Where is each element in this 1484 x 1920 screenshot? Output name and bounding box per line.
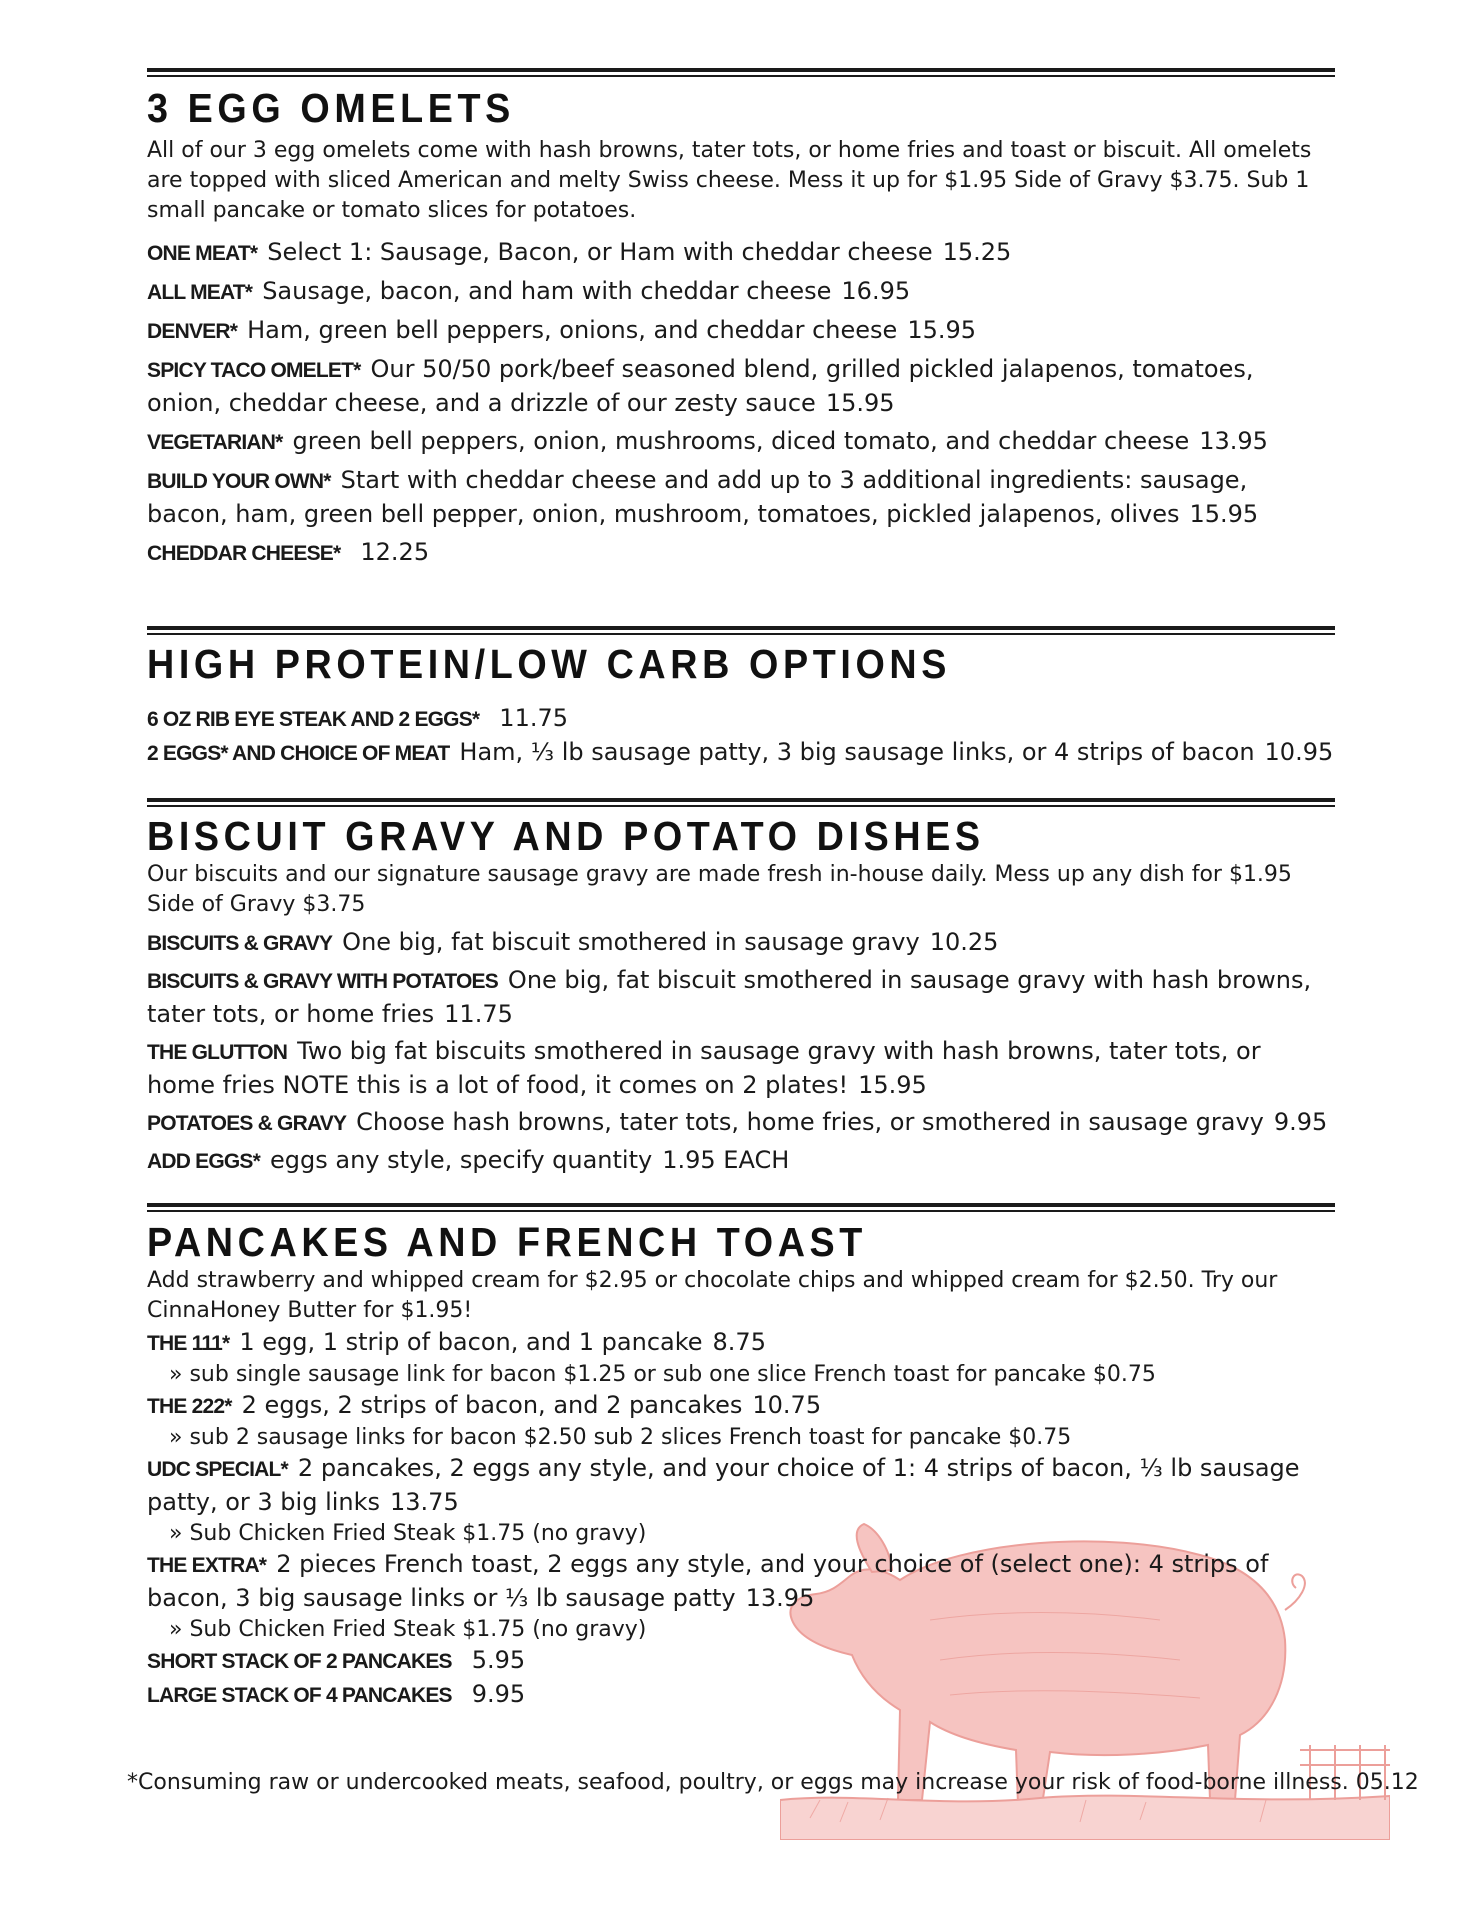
item-name: SPICY TACO OMELET* xyxy=(147,359,361,382)
item-name: DENVER* xyxy=(147,320,238,343)
item-description: Our 50/50 pork/beef seasoned blend, grilled pickled jalapenos, tomatoes, onion, cheddar cheese, and a drizzle of our zesty sauce xyxy=(147,355,1254,417)
menu-item xyxy=(147,1326,1335,1360)
item-description: One big, fat biscuit smothered in sausage gravy xyxy=(342,928,920,956)
item-description: Start with cheddar cheese and add up to 3 additional ingredients: sausage, bacon, ham, green bell pepper, onion, mushroom, tomatoes, pickled jalapenos, olives xyxy=(147,466,1248,528)
item-name: THE GLUTTON xyxy=(147,1041,288,1064)
item-price: 9.95 xyxy=(1273,1108,1328,1136)
item-list xyxy=(147,1326,1335,1712)
item-substitution: » sub 2 sausage links for bacon $2.50 sub 2 slices French toast for pancake $0.75 xyxy=(169,1425,1072,1450)
item-price: 13.75 xyxy=(390,1488,459,1516)
item-price: 5.95 xyxy=(471,1646,526,1674)
item-name: ALL MEAT* xyxy=(147,281,253,304)
item-substitution: » Sub Chicken Fried Steak $1.75 (no gravy) xyxy=(169,1521,647,1546)
omelets-section xyxy=(147,84,1335,575)
menu-item xyxy=(147,1144,1335,1178)
menu-item xyxy=(147,464,1335,531)
item-price: 15.95 xyxy=(825,389,895,417)
item-name: THE 222* xyxy=(147,1395,232,1418)
menu-item xyxy=(147,1548,1335,1615)
menu-item xyxy=(147,1389,1335,1423)
item-list xyxy=(147,702,1335,770)
item-name: UDC SPECIAL* xyxy=(147,1458,288,1481)
item-description: Ham, ⅓ lb sausage patty, 3 big sausage links, or 4 strips of bacon xyxy=(459,738,1255,766)
menu-item xyxy=(147,926,1335,960)
item-description: 2 pancakes, 2 eggs any style, and your choice of 1: 4 strips of bacon, ⅓ lb sausage patty, or 3 big links xyxy=(147,1454,1300,1516)
item-name: THE 111* xyxy=(147,1332,230,1355)
section-title: 3 EGG OMELETS xyxy=(147,85,515,131)
item-price: 15.25 xyxy=(942,238,1012,266)
menu-item xyxy=(147,536,1335,570)
item-description: Sausage, bacon, and ham with cheddar cheese xyxy=(262,277,832,305)
menu-item xyxy=(147,702,1335,736)
item-description: green bell peppers, onion, mushrooms, diced tomato, and cheddar cheese xyxy=(292,427,1190,455)
section-divider xyxy=(147,68,1335,79)
item-price: 11.75 xyxy=(499,704,569,732)
item-name: BISCUITS & GRAVY WITH POTATOES xyxy=(147,970,498,993)
section-divider xyxy=(147,798,1335,809)
item-substitution: » sub single sausage link for bacon $1.25 or sub one slice French toast for pancake $0.75 xyxy=(169,1362,1156,1387)
item-price: 15.95 xyxy=(1189,500,1259,528)
menu-item xyxy=(147,314,1335,348)
section-title: BISCUIT GRAVY AND POTATO DISHES xyxy=(147,813,985,859)
menu-item xyxy=(147,425,1335,459)
item-price: 15.95 xyxy=(858,1071,927,1099)
item-name: CHEDDAR CHEESE* xyxy=(147,542,341,565)
section-intro: Our biscuits and our signature sausage gravy are made fresh in-house daily. Mess up any dish for $1.95 Side of Gravy $3.75 xyxy=(147,862,1292,917)
section-divider xyxy=(147,626,1335,637)
item-description: Two big fat biscuits smothered in sausage gravy with hash browns, tater tots, or home fries NOTE this is a lot of food, it comes on 2 plates! xyxy=(147,1037,1261,1099)
item-description: 1 egg, 1 strip of bacon, and 1 pancake xyxy=(239,1328,703,1356)
footer-disclaimer: *Consuming raw or undercooked meats, seafood, poultry, or eggs may increase your risk of food-borne illness. 05.12 xyxy=(127,1770,1419,1795)
menu-item xyxy=(147,275,1335,309)
item-price: 1.95 EACH xyxy=(662,1146,790,1174)
section-title: PANCAKES AND FRENCH TOAST xyxy=(147,1219,867,1265)
item-name: 2 EGGS* AND CHOICE OF MEAT xyxy=(147,742,450,765)
menu-item xyxy=(147,1678,1335,1712)
section-intro: Add strawberry and whipped cream for $2.95 or chocolate chips and whipped cream for $2.50. Try our CinnaHoney Butter for $1.95! xyxy=(147,1268,1278,1323)
item-price: 10.25 xyxy=(929,928,999,956)
item-name: VEGETARIAN* xyxy=(147,431,283,454)
section-title: HIGH PROTEIN/LOW CARB OPTIONS xyxy=(147,641,951,687)
menu-item xyxy=(147,1452,1335,1519)
item-substitution: » Sub Chicken Fried Steak $1.75 (no gravy) xyxy=(169,1617,647,1642)
section-intro: All of our 3 egg omelets come with hash browns, tater tots, or home fries and toast or biscuit. All omelets are topped with sliced American and melty Swiss cheese. Mess it up for $1.95 Side of Gravy $3.75. Sub 1 small pancake or tomato slices for potatoes. xyxy=(147,138,1312,223)
menu-item xyxy=(147,236,1335,270)
pancakes-section xyxy=(147,1218,1335,1712)
item-description: 2 eggs, 2 strips of bacon, and 2 pancakes xyxy=(241,1391,743,1419)
item-price: 13.95 xyxy=(745,1584,815,1612)
item-price: 15.95 xyxy=(907,316,977,344)
menu-item xyxy=(147,1035,1335,1102)
item-price: 12.25 xyxy=(360,538,430,566)
item-name: LARGE STACK OF 4 PANCAKES xyxy=(147,1684,452,1707)
item-description: Choose hash browns, tater tots, home fries, or smothered in sausage gravy xyxy=(356,1108,1264,1136)
item-price: 8.75 xyxy=(712,1328,766,1356)
biscuit-section xyxy=(147,812,1335,1182)
menu-item xyxy=(147,964,1335,1031)
item-name: ONE MEAT* xyxy=(147,242,258,265)
item-name: BUILD YOUR OWN* xyxy=(147,470,331,493)
item-price: 10.95 xyxy=(1264,738,1334,766)
item-price: 11.75 xyxy=(444,1000,513,1028)
item-name: THE EXTRA* xyxy=(147,1554,267,1577)
item-name: ADD EGGS* xyxy=(147,1150,260,1173)
menu-item xyxy=(147,353,1335,420)
protein-section xyxy=(147,640,1335,770)
item-price: 9.95 xyxy=(471,1680,526,1708)
item-price: 16.95 xyxy=(841,277,911,305)
item-description: One big, fat biscuit smothered in sausage gravy with hash browns, tater tots, or home fries xyxy=(147,966,1312,1028)
item-list xyxy=(147,926,1335,1178)
item-description: 2 pieces French toast, 2 eggs any style, and your choice of (select one): 4 strips of bacon, 3 big sausage links or ⅓ lb sausage patty xyxy=(147,1550,1269,1612)
item-description: Select 1: Sausage, Bacon, or Ham with cheddar cheese xyxy=(267,238,933,266)
section-divider xyxy=(147,1203,1335,1214)
item-name: SHORT STACK OF 2 PANCAKES xyxy=(147,1650,452,1673)
item-name: 6 OZ RIB EYE STEAK AND 2 EGGS* xyxy=(147,708,480,731)
menu-item xyxy=(147,1106,1335,1140)
item-list xyxy=(147,236,1335,570)
item-description: Ham, green bell peppers, onions, and cheddar cheese xyxy=(247,316,898,344)
menu-item xyxy=(147,1644,1335,1678)
item-description: eggs any style, specify quantity xyxy=(270,1146,653,1174)
item-price: 13.95 xyxy=(1199,427,1268,455)
item-name: BISCUITS & GRAVY xyxy=(147,932,333,955)
item-name: POTATOES & GRAVY xyxy=(147,1112,347,1135)
menu-item xyxy=(147,736,1335,770)
item-price: 10.75 xyxy=(752,1391,822,1419)
